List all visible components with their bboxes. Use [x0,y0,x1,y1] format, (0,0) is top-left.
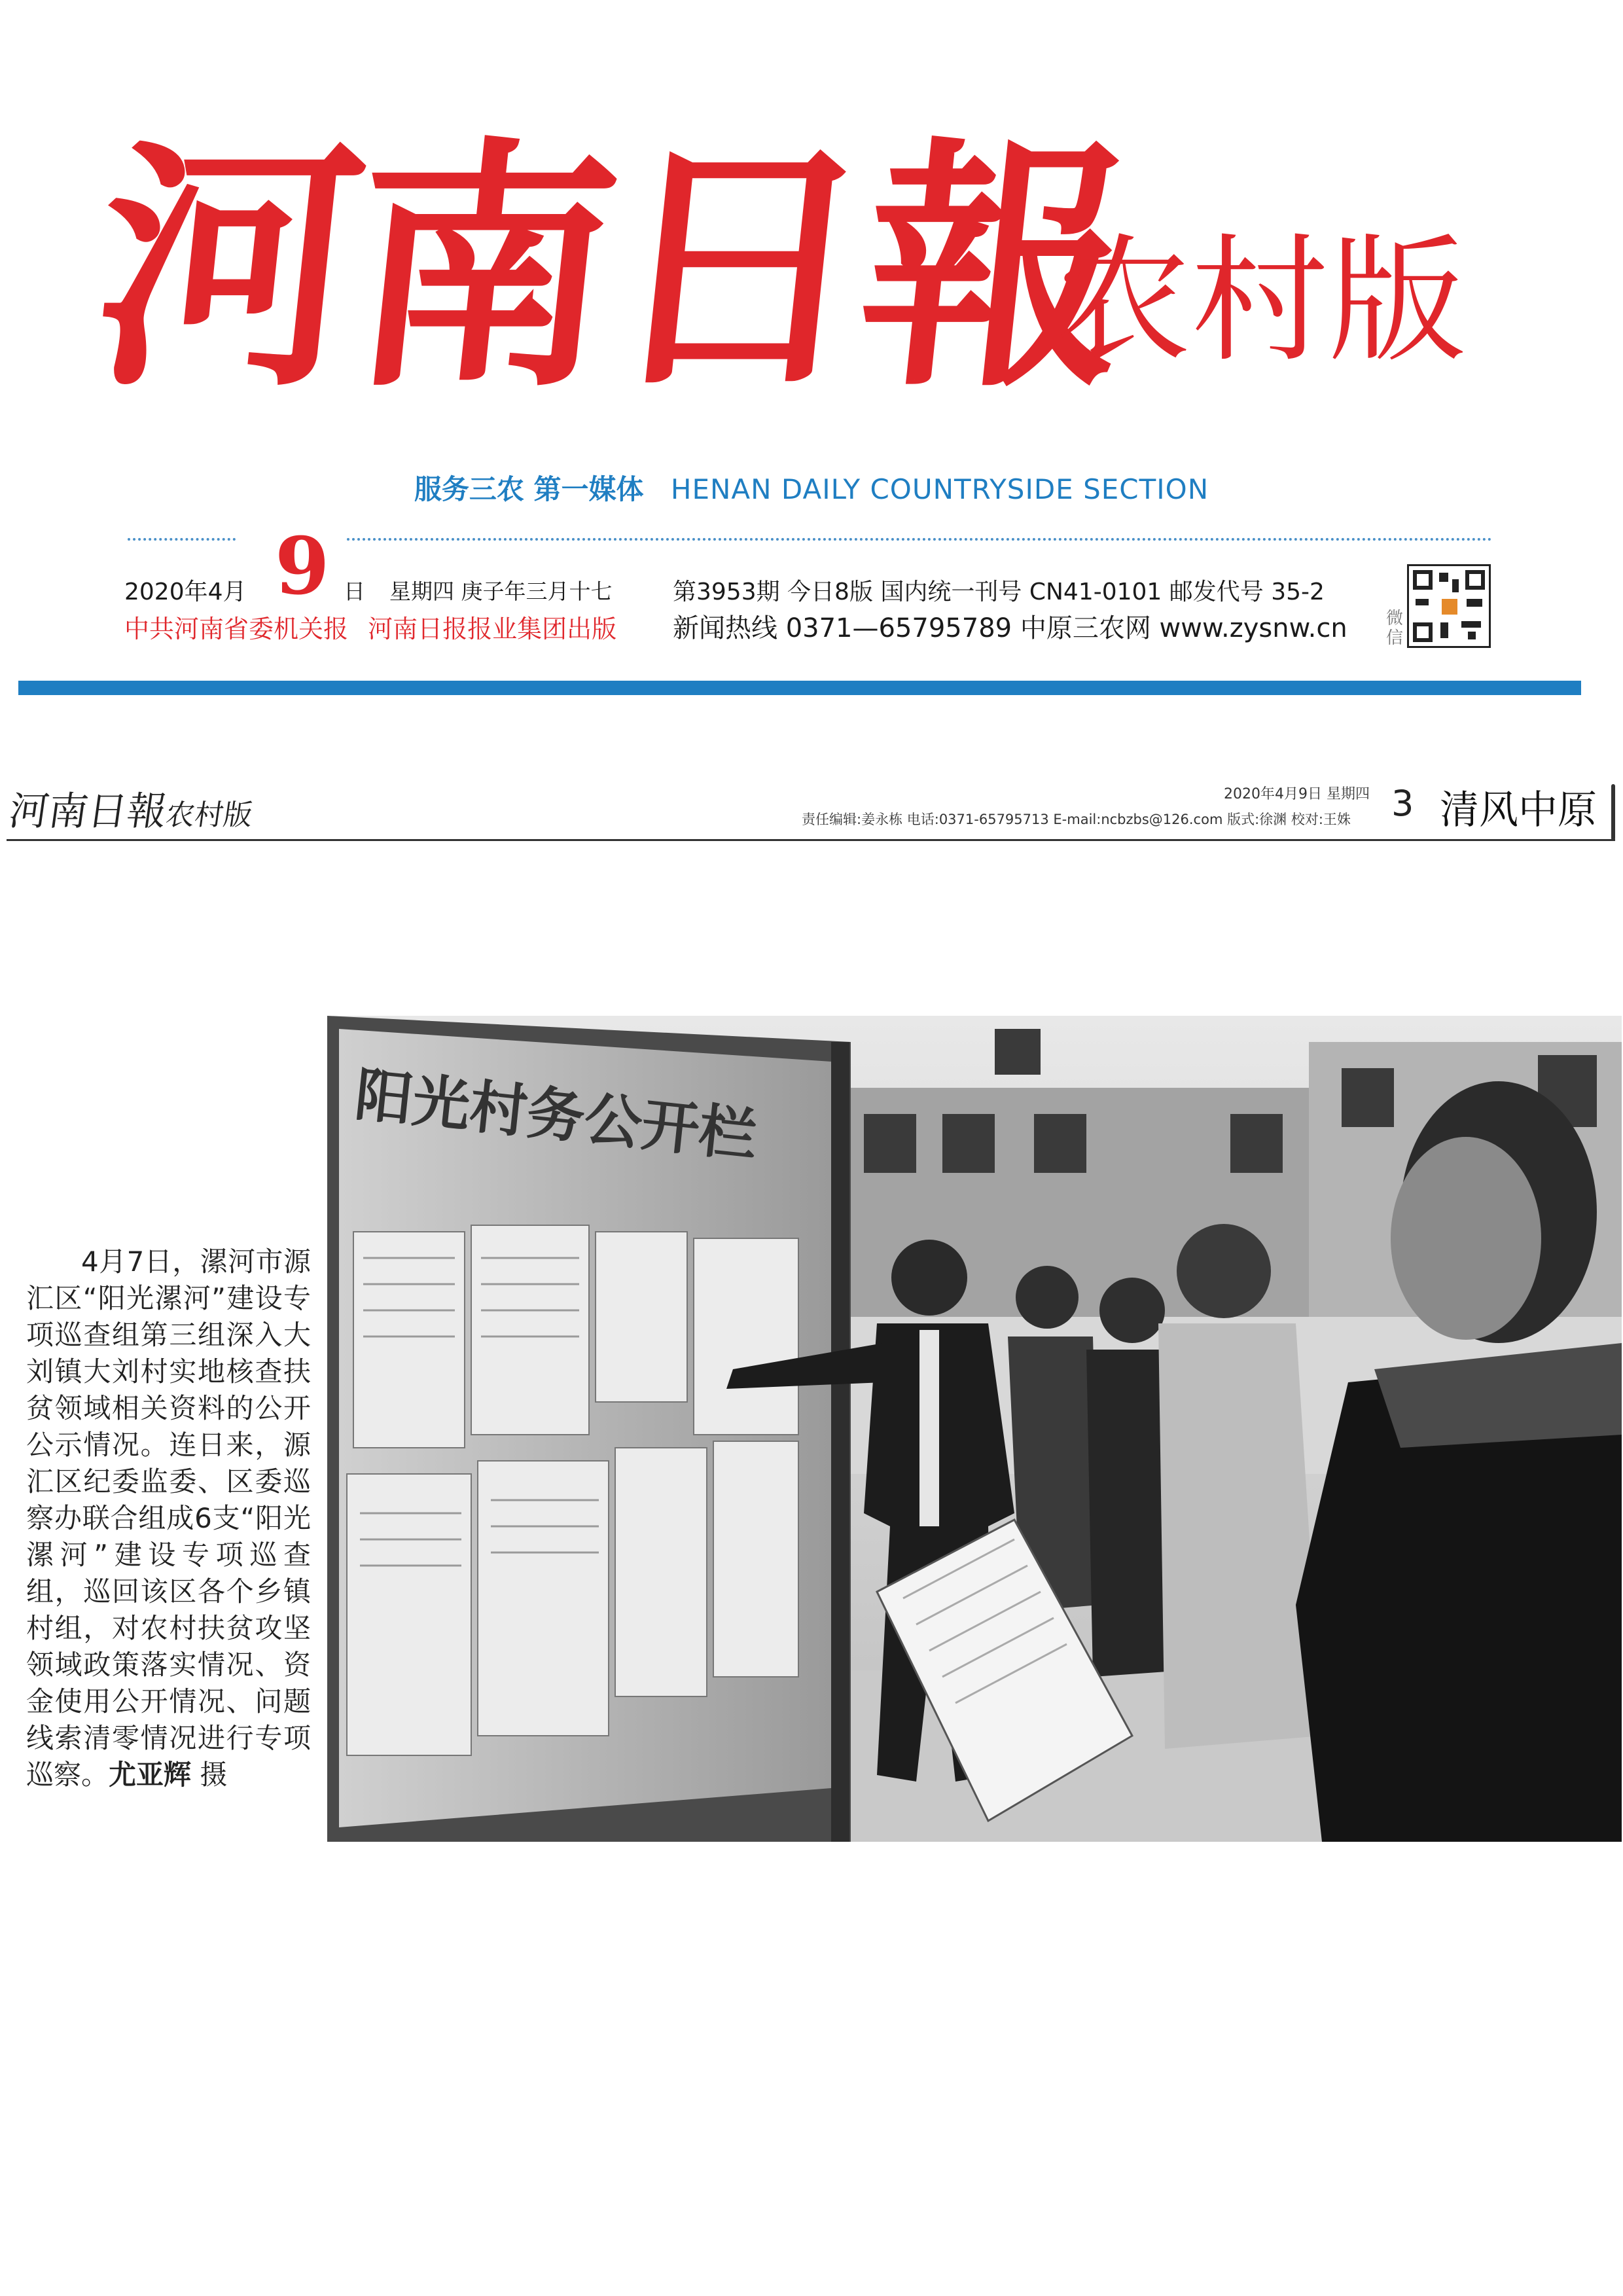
slogan-chinese: 服务三农 第一媒体 [414,473,644,505]
slogan [0,468,1623,507]
qr-code-icon [1407,564,1491,648]
page-number: 3 [1391,783,1414,824]
slogan-english: HENAN DAILY COUNTRYSIDE SECTION [670,473,1209,505]
masthead-edition: 农村版 [1054,221,1467,381]
board-title: 阳光村务公开栏 [351,1060,760,1170]
page-header-date: 2020年4月9日 星期四 [1224,786,1370,802]
wechat-label: 微信 [1386,609,1404,648]
photo-illustration [327,1016,1622,1842]
publisher-info: 中共河南省委机关报 河南日报报业集团出版 [124,615,617,643]
page-header-paper-name [6,780,257,836]
masthead-title: 河南日報 [82,115,1135,422]
photo-caption [26,1244,311,1793]
weekday-lunar: 星期四 庚子年三月十七 [389,579,613,604]
page-header-rule [7,839,1615,841]
issue-day-suffix: 日 [344,579,365,604]
page-header-credits: 责任编辑:姜永栋 电话:0371-65795713 E-mail:ncbzbs@126.com 版式:徐渊 校对:王姝 [802,812,1351,827]
page-header-title: 河南日報 [6,789,170,834]
dotted-divider [128,538,236,541]
page-header-edition: 农村版 [163,798,255,832]
dotted-divider [347,538,1492,541]
issue-info: 第3953期 今日8版 国内统一刊号 CN41-0101 邮发代号 35-2 [673,579,1325,605]
caption-body: 4月7日，漯河市源汇区“阳光漯河”建设专项巡查组第三组深入大刘镇大刘村实地核查扶贫领域相关资料的公开公示情况。连日来，源汇区纪委监委、区委巡察办联合组成6支“阳光漯河”建设专项巡查组，巡回该区各个乡镇村组，对农村扶贫攻坚领域政策落实情况、资金使用公开情况、问题线索清零情况进行专项巡察。尤亚辉 摄 [26,1246,311,1791]
page-header-bracket [1611,784,1615,840]
caption-author: 尤亚辉 [109,1759,192,1791]
hotline-info: 新闻热线 0371—65795789 中原三农网 www.zysnw.cn [673,613,1347,643]
masthead-rule [18,681,1581,695]
caption-credit-suffix: 摄 [200,1759,228,1791]
issue-date-prefix: 2020年4月 [124,579,247,605]
section-title: 清风中原 [1440,787,1597,833]
news-photo [327,1016,1622,1842]
issue-day: 9 [275,520,330,613]
